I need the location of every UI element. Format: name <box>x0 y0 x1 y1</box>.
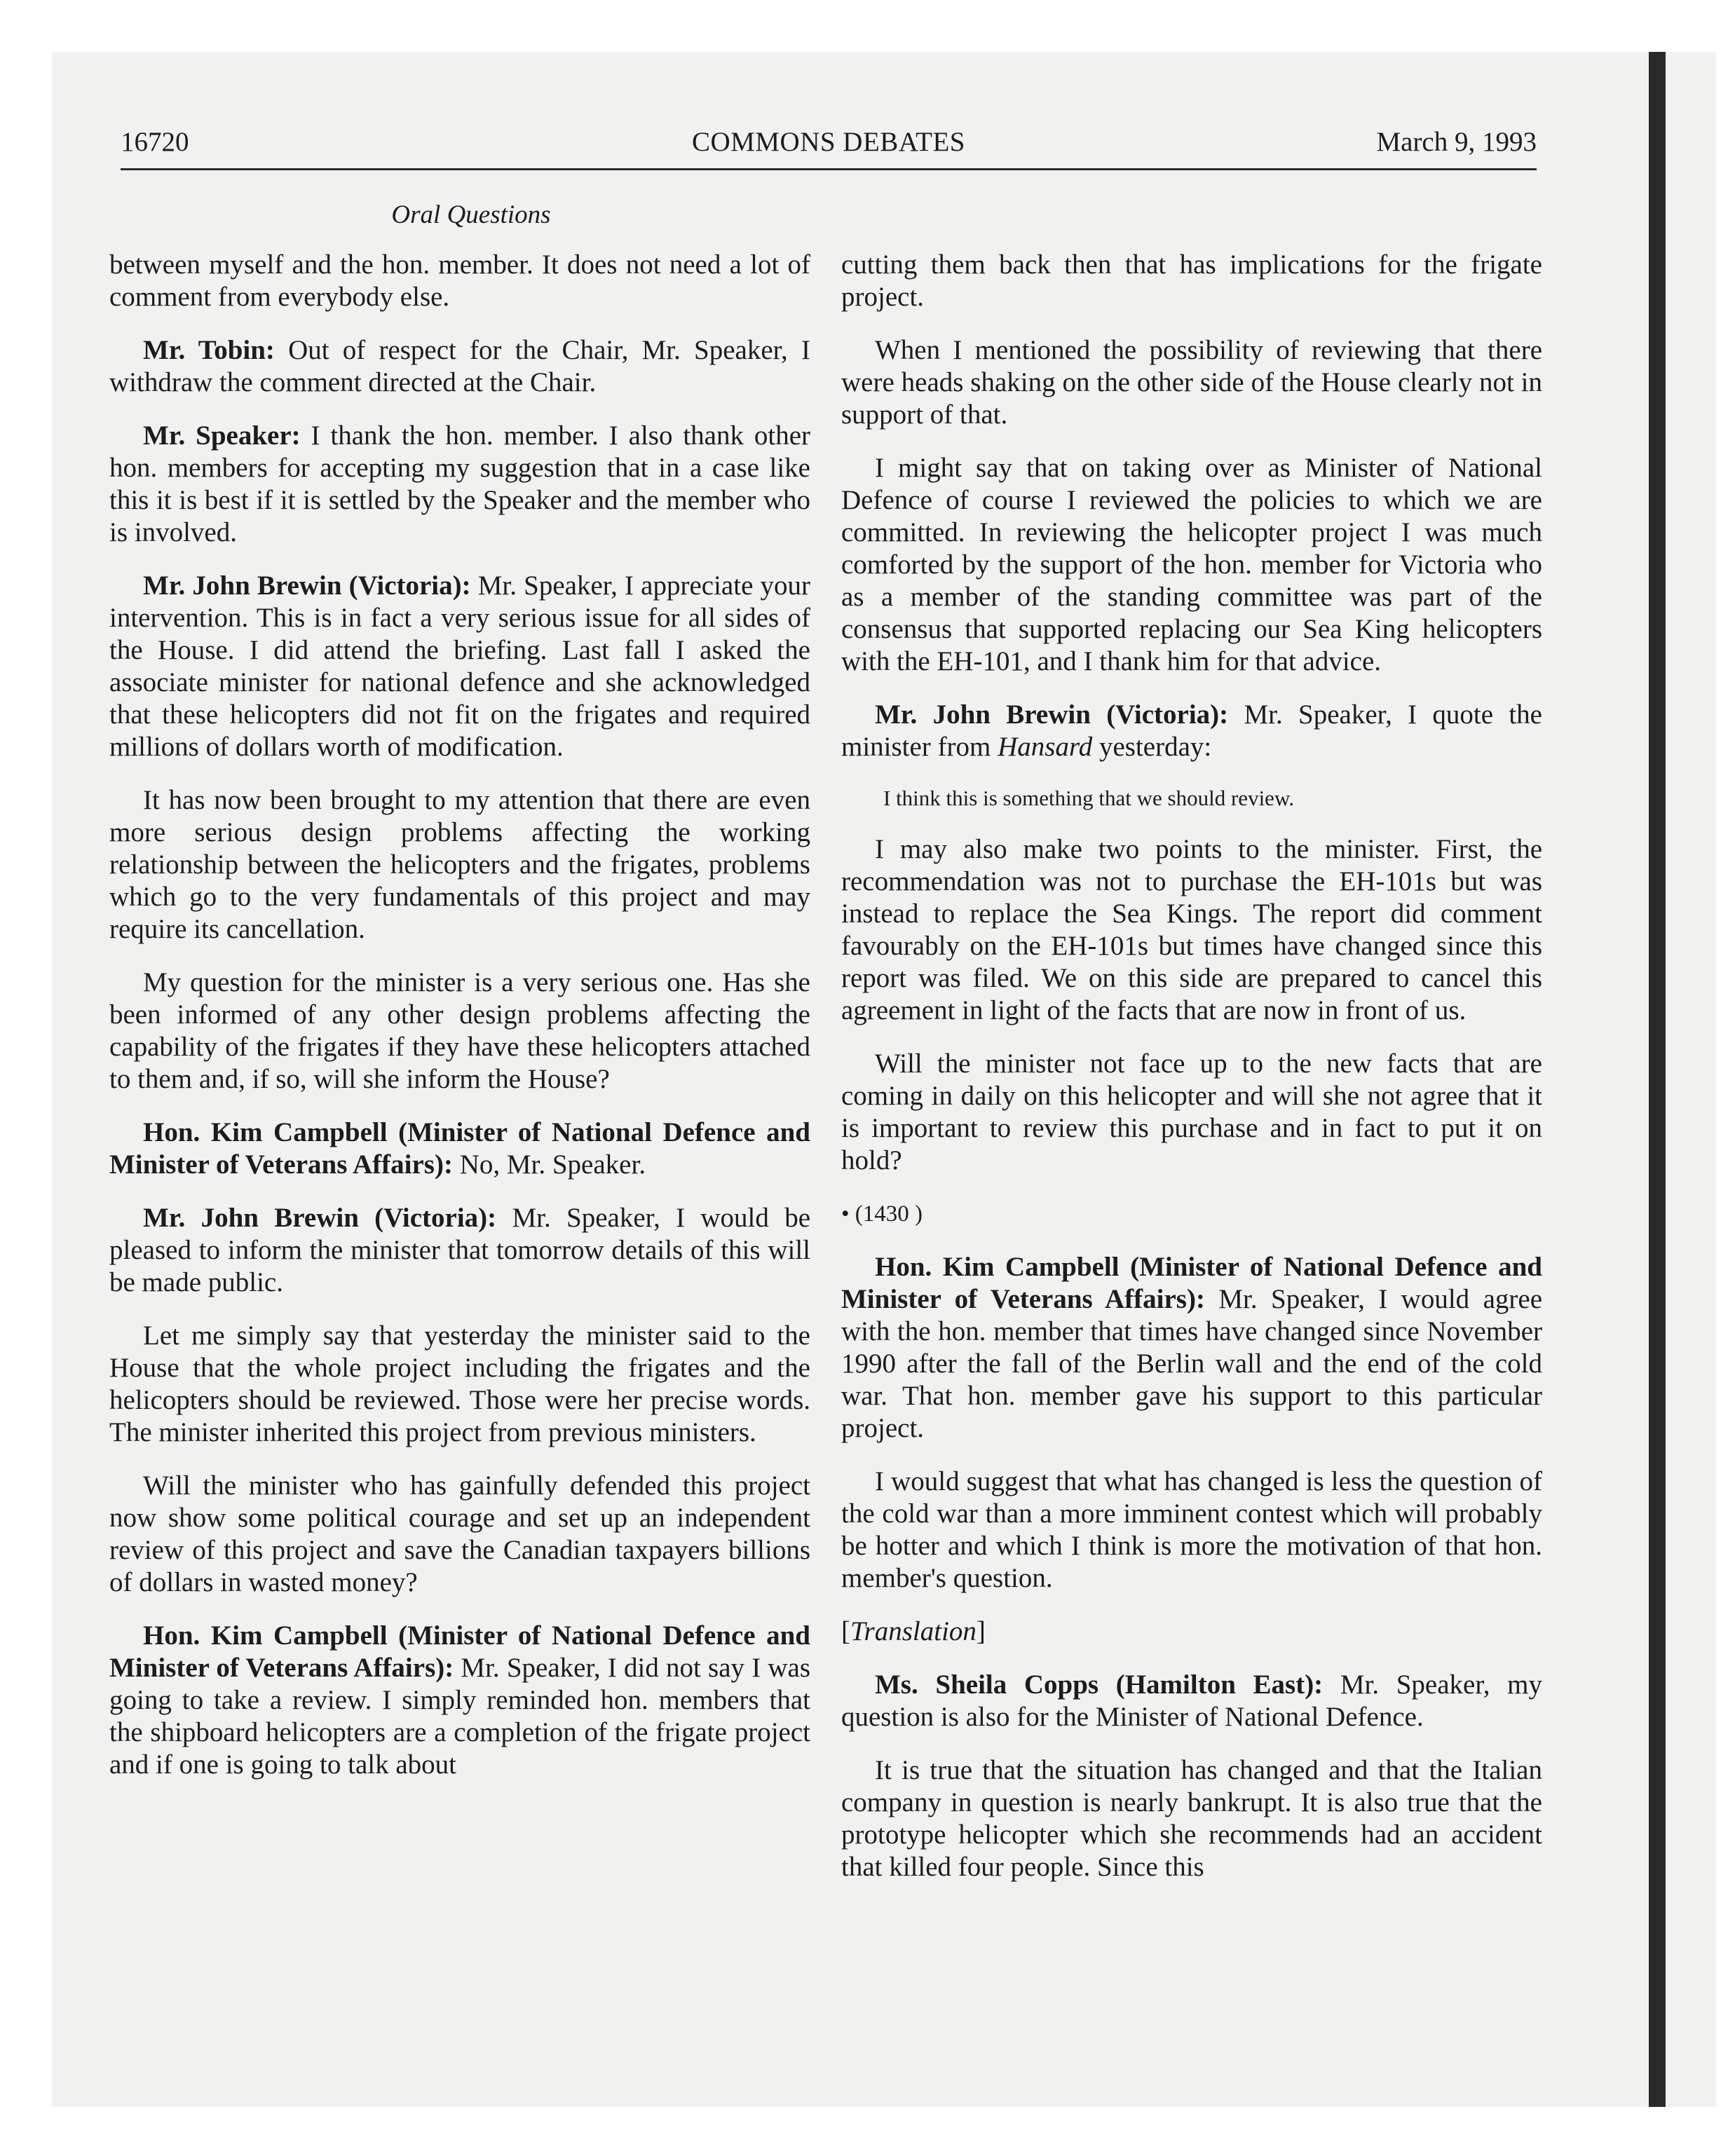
paragraph: Mr. Tobin: Out of respect for the Chair, Mr. Speaker, I withdraw the comment directed at the Chair. <box>109 335 810 397</box>
speaker-name: Ms. Sheila Copps (Hamilton East): <box>875 1670 1324 1700</box>
speaker-name: Hon. Kim Campbell (Minister of National Defence and Minister of Veterans Affairs): <box>109 1621 810 1683</box>
paragraph: It is true that the situation has changed and that the Italian company in question is nearly bankrupt. It is also true that the prototype helicopter which she recommends had an accident that killed four people. Since this <box>841 1755 1542 1882</box>
publication-date: March 9, 1993 <box>1376 127 1537 157</box>
right-column <box>841 249 1542 1904</box>
hansard-reference: Hansard <box>998 732 1093 762</box>
paragraph: I may also make two points to the minister. First, the recommendation was not to purchase the EH-101s but was instead to replace the Sea Kings. The report did comment favourably on the EH-101s but times have changed since this report was filed. We on this side are prepared to cancel this agreement in light of the facts that are now in front of us. <box>841 834 1542 1025</box>
page-number: 16720 <box>121 127 189 157</box>
paragraph: cutting them back then that has implications for the frigate project. <box>841 250 1542 312</box>
section-title: Oral Questions <box>391 200 551 229</box>
speaker-name: Mr. Tobin: <box>143 335 275 365</box>
speaker-name: Hon. Kim Campbell (Minister of National Defence and Minister of Veterans Affairs): <box>109 1117 810 1180</box>
time-marker: • (1430 ) <box>841 1201 923 1227</box>
speaker-name: Mr. John Brewin (Victoria): <box>143 571 471 601</box>
paragraph: Mr. John Brewin (Victoria): Mr. Speaker, I would be pleased to inform the minister that tomorrow details of this will be made public. <box>109 1203 811 1297</box>
paragraph: Hon. Kim Campbell (Minister of National Defence and Minister of Veterans Affairs): Mr. Speaker, I did not say I was going to take a review. I simply reminded hon. members that the shipboard helicopters are a completion of the frigate project and if one is going to talk about <box>109 1621 811 1780</box>
paragraph: When I mentioned the possibility of reviewing that there were heads shaking on the other side of the House clearly not in support of that. <box>841 335 1542 430</box>
paragraph: between myself and the hon. member. It does not need a lot of comment from everybody else. <box>109 250 810 312</box>
speaker-name: Hon. Kim Campbell (Minister of National Defence and Minister of Veterans Affairs): <box>841 1252 1542 1314</box>
paragraph: Hon. Kim Campbell (Minister of National Defence and Minister of Veterans Affairs): Mr. Speaker, I would agree with the hon. member that times have changed since November 1990 after the fall of the Berlin wall and the end of the cold war. That hon. member gave his support to this particular project. <box>841 1252 1543 1443</box>
publication-title: COMMONS DEBATES <box>692 127 965 157</box>
paragraph: It has now been brought to my attention that there are even more serious design problems affecting the working relationship between the helicopters and the frigates, problems which go to the very fundamentals of this project and may require its cancellation. <box>109 785 810 944</box>
paragraph: Mr. John Brewin (Victoria): Mr. Speaker, I quote the minister from Hansard yesterday: <box>841 700 1542 762</box>
block-quote: I think this is something that we should review. <box>883 786 1295 810</box>
paragraph: Will the minister who has gainfully defended this project now show some political courage and set up an independent review of this project and save the Canadian taxpayers billions of dollars in wasted money? <box>109 1471 810 1597</box>
paragraph: Mr. Speaker: I thank the hon. member. I also thank other hon. members for accepting my suggestion that in a case like this it is best if it is settled by the Speaker and the member who is involved. <box>109 421 810 547</box>
left-column <box>109 249 810 1802</box>
paragraph: Let me simply say that yesterday the minister said to the House that the whole project including the frigates and the helicopters should be reviewed. Those were her precise words. The minister inherited this project from previous ministers. <box>109 1321 810 1447</box>
speaker-name: Mr. John Brewin (Victoria): <box>875 700 1229 730</box>
paragraph: Hon. Kim Campbell (Minister of National Defence and Minister of Veterans Affairs): No, Mr. Speaker. <box>109 1117 810 1180</box>
header-rule <box>121 168 1537 170</box>
paragraph: My question for the minister is a very serious one. Has she been informed of any other design problems affecting the capability of the frigates if they have these helicopters attached to them and, if so, will she inform the House? <box>109 967 810 1094</box>
paragraph: I might say that on taking over as Minister of National Defence of course I reviewed the policies to which we are committed. In reviewing the helicopter project I was much comforted by the support of the hon. member for Victoria who as a member of the standing committee was part of the consensus that supported replacing our Sea King helicopters with the EH-101, and I thank him for that advice. <box>841 453 1542 676</box>
speaker-name: Mr. John Brewin (Victoria): <box>143 1203 497 1233</box>
translation-marker: [Translation] <box>841 1616 986 1646</box>
page-header <box>121 126 1537 168</box>
speaker-name: Mr. Speaker: <box>143 421 301 451</box>
scan-edge-shadow <box>1649 52 1666 2107</box>
paragraph: Mr. John Brewin (Victoria): Mr. Speaker, I appreciate your intervention. This is in fact a very serious issue for all sides of the House. I did attend the briefing. Last fall I asked the associate minister for national defence and she acknowledged that these helicopters did not fit on the frigates and required millions of dollars worth of modification. <box>109 571 810 762</box>
paragraph: Ms. Sheila Copps (Hamilton East): Mr. Speaker, my question is also for the Minister of National Defence. <box>841 1670 1542 1732</box>
paragraph: Will the minister not face up to the new facts that are coming in daily on this helicopter and will she not agree that it is important to review this purchase and in fact to put it on hold? <box>841 1049 1542 1175</box>
paragraph: I would suggest that what has changed is less the question of the cold war than a more imminent contest which will probably be hotter and which I think is more the motivation of that hon. member's question. <box>841 1466 1542 1593</box>
